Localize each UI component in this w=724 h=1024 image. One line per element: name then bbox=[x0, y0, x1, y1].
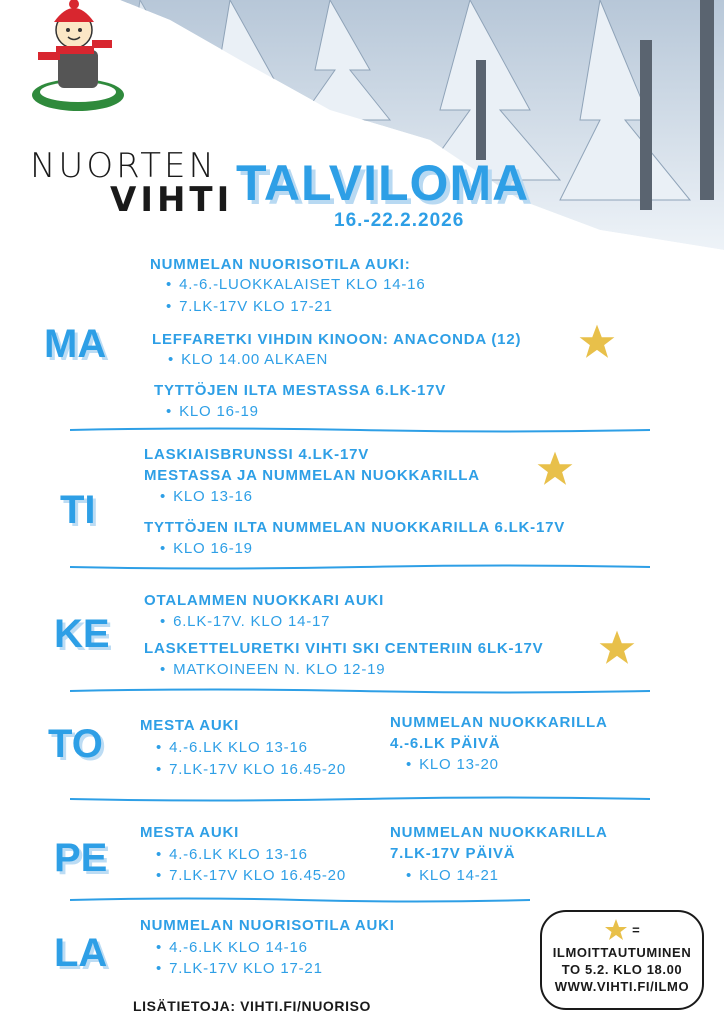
note-line-1: ILMOITTAUTUMINEN bbox=[552, 945, 692, 960]
ma-heading-3: TYTTÖJEN ILTA MESTASSA 6.LK-17V bbox=[154, 382, 447, 399]
divider bbox=[70, 796, 650, 802]
day-label-ke: KE bbox=[54, 612, 110, 656]
footer-info: LISÄTIETOJA: VIHTI.FI/NUORISO bbox=[133, 998, 372, 1014]
la-heading-1: NUMMELAN NUORISOTILA AUKI bbox=[140, 917, 395, 934]
ma-heading-1: NUMMELAN NUORISOTILA AUKI: bbox=[150, 256, 411, 273]
pe-heading-2b: 7.LK-17V PÄIVÄ bbox=[390, 845, 516, 862]
sledding-kid-illustration bbox=[28, 0, 128, 120]
ti-bullet-2: • KLO 16-19 bbox=[160, 540, 253, 557]
divider bbox=[70, 427, 650, 433]
to-bullet-2: • 7.LK-17V KLO 16.45-20 bbox=[156, 761, 346, 778]
page-title: TALVILOMA bbox=[236, 155, 530, 211]
la-bullet-1: • 4.-6.LK KLO 14-16 bbox=[156, 939, 308, 956]
day-label-to: TO bbox=[48, 722, 103, 766]
ma-bullet-4: • KLO 16-19 bbox=[166, 403, 259, 420]
registration-note-box bbox=[540, 910, 704, 1010]
note-line-2: TO 5.2. KLO 18.00 bbox=[561, 962, 683, 977]
ti-heading-1b: MESTASSA JA NUMMELAN NUOKKARILLA bbox=[144, 467, 480, 484]
to-bullet-3: • KLO 13-20 bbox=[406, 756, 499, 773]
to-heading-2b: 4.-6.LK PÄIVÄ bbox=[390, 735, 501, 752]
ti-heading-1a: LASKIAISBRUNSSI 4.LK-17V bbox=[144, 446, 370, 463]
pe-bullet-3: • KLO 14-21 bbox=[406, 867, 499, 884]
day-label-la: LA bbox=[54, 931, 108, 975]
ma-heading-2: LEFFARETKI VIHDIN KINOON: ANACONDA (12) bbox=[152, 331, 522, 348]
divider bbox=[70, 564, 650, 570]
star-icon bbox=[536, 450, 574, 488]
ke-heading-2: LASKETTELURETKI VIHTI SKI CENTERIIN 6LK-17V bbox=[144, 640, 544, 657]
ma-bullet-2: • 7.LK-17V KLO 17-21 bbox=[166, 298, 333, 315]
star-icon bbox=[598, 629, 636, 667]
logo-nuorten: NUORTEN bbox=[30, 146, 217, 186]
to-heading-1: MESTA AUKI bbox=[140, 717, 240, 734]
star-icon bbox=[578, 323, 616, 361]
ti-heading-2: TYTTÖJEN ILTA NUMMELAN NUOKKARILLA 6.LK-17V bbox=[144, 519, 566, 536]
note-star-row bbox=[542, 918, 702, 944]
star-icon bbox=[604, 918, 628, 942]
ke-bullet-1: • 6.LK-17V. KLO 14-17 bbox=[160, 613, 330, 630]
logo-vihti: VIHTI bbox=[110, 180, 234, 220]
note-equals: = bbox=[632, 922, 641, 938]
day-label-ti: TI bbox=[60, 488, 96, 532]
ti-bullet-1: • KLO 13-16 bbox=[160, 488, 253, 505]
pe-heading-1: MESTA AUKI bbox=[140, 824, 240, 841]
ma-bullet-3: • KLO 14.00 ALKAEN bbox=[168, 351, 328, 368]
date-range: 16.-22.2.2026 bbox=[334, 210, 465, 231]
day-label-pe: PE bbox=[54, 836, 108, 880]
pe-heading-2a: NUMMELAN NUOKKARILLA bbox=[390, 824, 608, 841]
pe-bullet-1: • 4.-6.LK KLO 13-16 bbox=[156, 846, 308, 863]
to-heading-2a: NUMMELAN NUOKKARILLA bbox=[390, 714, 608, 731]
ma-bullet-1: • 4.-6.-LUOKKALAISET KLO 14-16 bbox=[166, 276, 425, 293]
divider bbox=[70, 897, 530, 903]
ke-heading-1: OTALAMMEN NUOKKARI AUKI bbox=[144, 592, 385, 609]
la-bullet-2: • 7.LK-17V KLO 17-21 bbox=[156, 960, 323, 977]
day-label-ma: MA bbox=[44, 322, 107, 366]
divider bbox=[70, 688, 650, 694]
to-bullet-1: • 4.-6.LK KLO 13-16 bbox=[156, 739, 308, 756]
ke-bullet-2: • MATKOINEEN N. KLO 12-19 bbox=[160, 661, 385, 678]
note-line-3: WWW.VIHTI.FI/ILMO bbox=[554, 979, 690, 994]
pe-bullet-2: • 7.LK-17V KLO 16.45-20 bbox=[156, 867, 346, 884]
